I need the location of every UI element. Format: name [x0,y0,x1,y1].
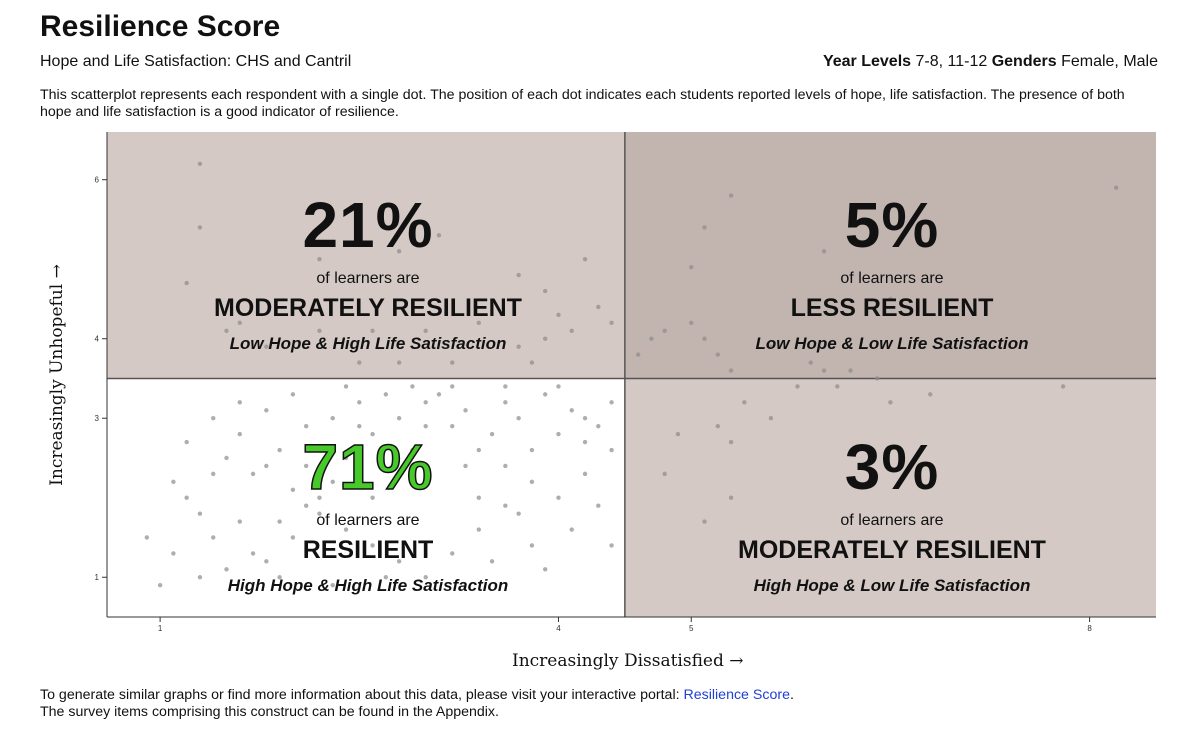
data-point [1061,384,1065,388]
quadrant-category: RESILIENT [302,536,434,564]
data-point [596,424,600,428]
data-point [264,408,268,412]
quadrant-category: LESS RESILIENT [790,294,994,322]
quadrant-bottom-right [632,431,1152,596]
quadrant-percent: 3% [844,431,940,503]
data-point [609,400,613,404]
page-title: Resilience Score [40,10,281,43]
data-point [344,384,348,388]
data-point [835,384,839,388]
data-point [503,384,507,388]
genders-value: Female, Male [1061,53,1158,70]
data-point [423,400,427,404]
quadrant-description: High Hope & High Life Satisfaction [227,576,509,595]
data-point [384,392,388,396]
data-point [331,416,335,420]
data-point [516,416,520,420]
data-point [888,400,892,404]
x-tick-label: 5 [689,624,694,633]
x-tick-label: 4 [556,624,561,633]
footer [40,687,794,721]
data-point [397,416,401,420]
quadrant-top-right [632,189,1152,354]
quadrant-of-text: of learners are [840,512,944,529]
data-point [570,408,574,412]
data-point [795,384,799,388]
quadrant-of-text: of learners are [316,512,420,529]
y-axis-label: Increasingly Unhopeful → [47,264,67,486]
x-tick-label: 8 [1087,624,1092,633]
quadrant-category: MODERATELY RESILIENT [738,536,1046,564]
data-point [238,400,242,404]
quadrant-of-text: of learners are [840,270,944,287]
x-tick-label: 1 [157,624,163,633]
data-point [450,360,454,364]
data-point [530,360,534,364]
data-point [875,376,879,380]
year-levels-label: Year Levels [822,53,912,70]
x-axis-label: Increasingly Dissatisfied → [512,651,744,671]
data-point [357,360,361,364]
data-point [463,408,467,412]
chart-description: This scatterplot represents each respondent with a single dot. The position of each dot indicates each students reported levels of hope, life satisfaction. The presence of both hope and life satisfaction is a good indicator of resilience. [40,87,1125,120]
data-point [583,416,587,420]
footer-period: . [789,687,794,703]
data-point [450,384,454,388]
data-point [742,400,746,404]
quadrant-category: MODERATELY RESILIENT [214,294,522,322]
data-point [410,384,414,388]
data-point [437,392,441,396]
data-point [822,368,826,372]
year-levels-value: 7-8, 11-12 [915,53,988,70]
data-point [198,162,202,166]
page-subtitle: Hope and Life Satisfaction: CHS and Cantril [40,53,352,70]
footer-text: To generate similar graphs or find more information about this data, please visit your interactive portal: [40,687,680,703]
quadrant-percent: 21% [302,189,434,261]
data-point [423,424,427,428]
data-point [928,392,932,396]
data-point [397,360,401,364]
quadrant-description: Low Hope & Low Life Satisfaction [755,334,1029,353]
data-point [304,424,308,428]
data-point [1114,185,1118,189]
data-point [729,368,733,372]
quadrant-of-text: of learners are [316,270,420,287]
quadrant-bottom-left [108,431,628,596]
genders-label: Genders [991,53,1057,70]
data-point [848,368,852,372]
data-point [357,424,361,428]
data-point [503,400,507,404]
quadrant-percent: 71% [302,431,434,503]
data-point [450,424,454,428]
y-tick-label: 6 [94,175,99,185]
quadrant-description: High Hope & Low Life Satisfaction [753,576,1031,595]
data-point [543,392,547,396]
resilience-score-link[interactable]: Resilience Score [683,687,790,703]
data-point [357,400,361,404]
data-point [291,392,295,396]
y-tick-label: 3 [94,414,99,424]
footer-appendix-note: The survey items comprising this construct can be found in the Appendix. [40,704,499,720]
data-point [769,416,773,420]
quadrant-top-left [108,189,628,354]
y-tick-label: 4 [94,334,99,344]
data-point [716,424,720,428]
data-point [809,360,813,364]
data-point [556,384,560,388]
quadrant-percent: 5% [844,189,940,261]
y-tick-label: 1 [94,573,99,583]
data-point [211,416,215,420]
quadrant-description: Low Hope & High Life Satisfaction [229,334,507,353]
